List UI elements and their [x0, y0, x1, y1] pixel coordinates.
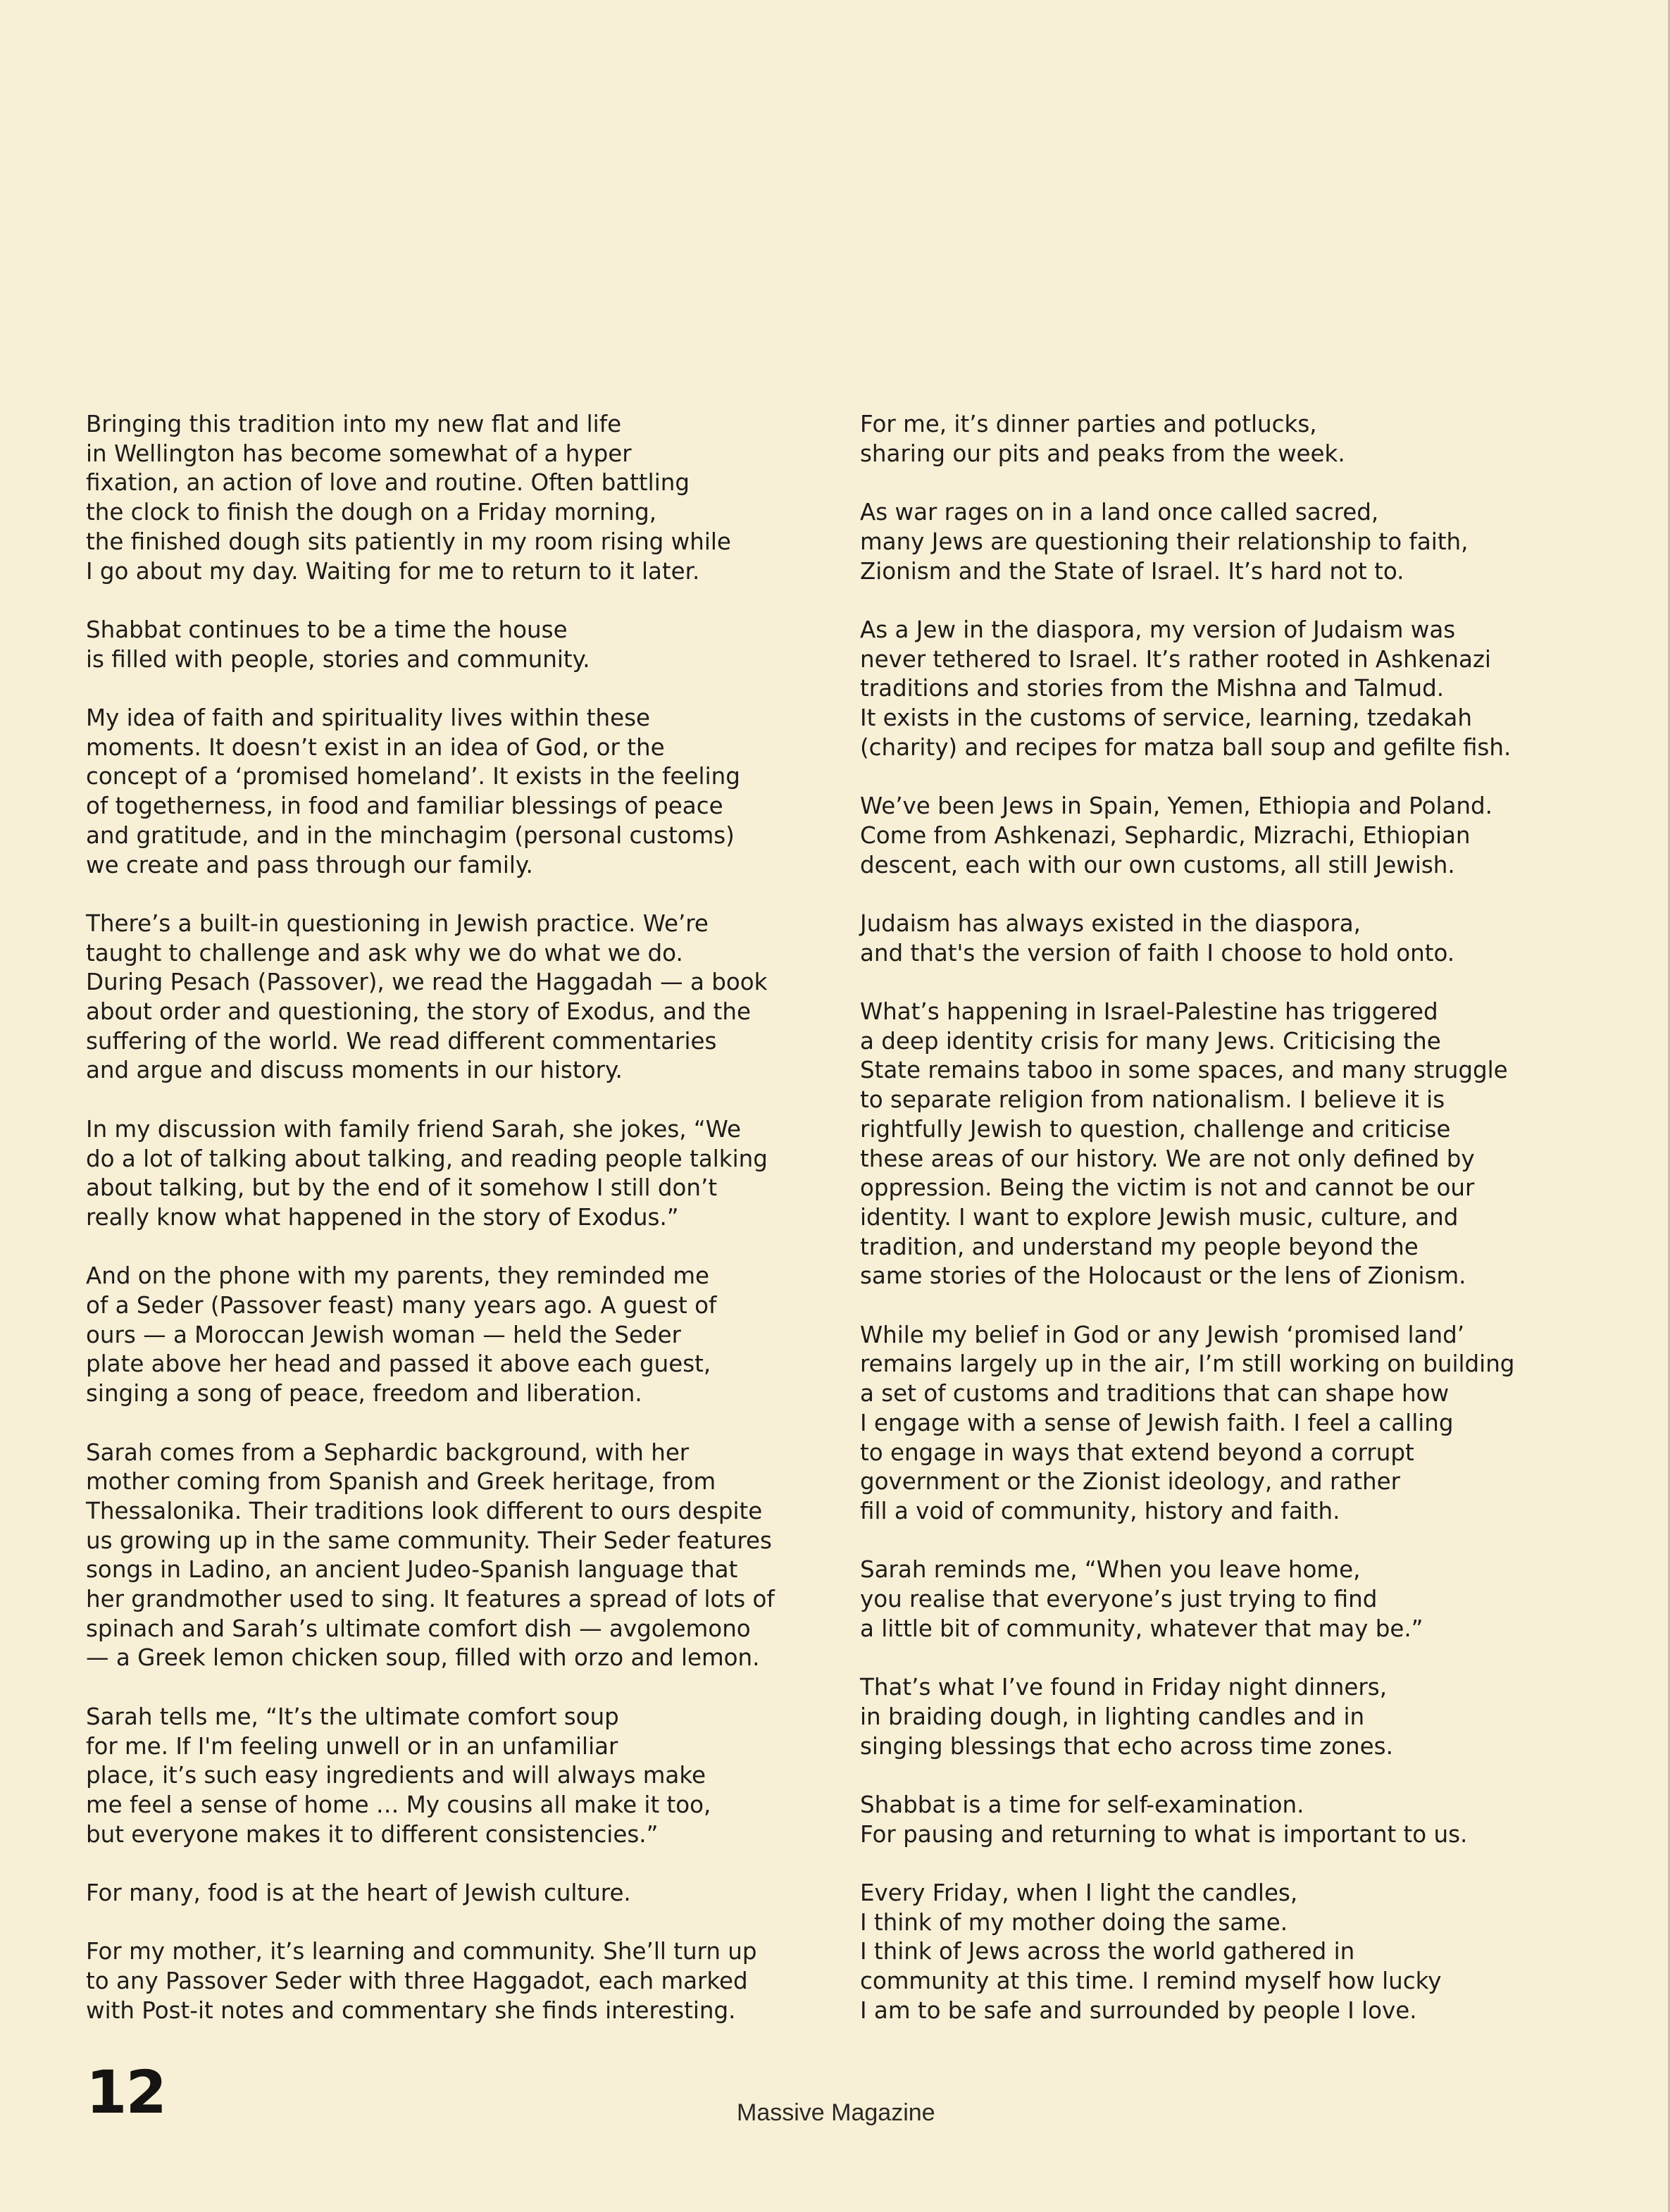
text-line: ours — a Moroccan Jewish woman — held the Seder — [86, 1321, 681, 1348]
text-line: — a Greek lemon chicken soup, filled with orzo and lemon. — [86, 1644, 760, 1672]
text-line: concept of a ‘promised homeland’. It exists in the feeling — [86, 763, 740, 790]
text-line: many Jews are questioning their relationship to faith, — [860, 528, 1469, 555]
paragraph — [86, 1703, 833, 1850]
text-line: During Pesach (Passover), we read the Haggadah — a book — [86, 969, 768, 996]
article-column-left — [86, 410, 833, 2055]
text-line: Zionism and the State of Israel. It’s hard not to. — [860, 557, 1404, 585]
text-line: sharing our pits and peaks from the week. — [860, 440, 1345, 467]
text-line: place, it’s such easy ingredients and will always make — [86, 1762, 706, 1789]
text-line: remains largely up in the air, I’m still working on building — [860, 1350, 1515, 1378]
text-line: the clock to finish the dough on a Friday morning, — [86, 499, 657, 526]
text-line: suffering of the world. We read different commentaries — [86, 1027, 717, 1055]
text-line: a little bit of community, whatever that may be.” — [860, 1615, 1423, 1642]
text-line: of a Seder (Passover feast) many years ago. A guest of — [86, 1292, 717, 1319]
text-line: to separate religion from nationalism. I believe it is — [860, 1086, 1445, 1114]
text-line: plate above her head and passed it above each guest, — [86, 1350, 711, 1378]
paragraph — [860, 616, 1635, 763]
text-line: I think of Jews across the world gathered in — [860, 1938, 1355, 1965]
paragraph — [860, 998, 1635, 1291]
text-line: in Wellington has become somewhat of a hyper — [86, 440, 632, 467]
text-line: For me, it’s dinner parties and potlucks, — [860, 411, 1317, 437]
text-line: We’ve been Jews in Spain, Yemen, Ethiopia and Poland. — [860, 793, 1493, 820]
magazine-name: Massive Magazine — [737, 2099, 935, 2126]
text-line: of togetherness, in food and familiar blessings of peace — [86, 793, 723, 820]
text-line: I engage with a sense of Jewish faith. I feel a calling — [860, 1409, 1454, 1436]
text-line: you realise that everyone’s just trying to find — [860, 1586, 1378, 1613]
text-line: Bringing this tradition into my new flat and life — [86, 411, 622, 437]
text-line: For many, food is at the heart of Jewish culture. — [86, 1879, 631, 1907]
paragraph — [860, 410, 1635, 468]
text-line: As war rages on in a land once called sacred, — [860, 499, 1379, 526]
text-line: community at this time. I remind myself how lucky — [860, 1968, 1442, 1995]
text-line: While my belief in God or any Jewish ‘promised land’ — [860, 1321, 1465, 1348]
text-line: to engage in ways that extend beyond a corrupt — [860, 1439, 1414, 1466]
text-line: For pausing and returning to what is important to us. — [860, 1820, 1468, 1848]
paragraph — [860, 1673, 1635, 1761]
paragraph — [86, 1262, 833, 1409]
text-line: but everyone makes it to different consistencies.” — [86, 1820, 659, 1848]
text-line: As a Jew in the diaspora, my version of Judaism was — [860, 616, 1456, 643]
article-column-right — [860, 410, 1635, 2055]
paragraph — [860, 1791, 1635, 1849]
text-line: these areas of our history. We are not only defined by — [860, 1145, 1475, 1172]
text-line: oppression. Being the victim is not and cannot be our — [860, 1174, 1475, 1202]
text-line: There’s a built-in questioning in Jewish practice. We’re — [86, 909, 709, 937]
text-line: Come from Ashkenazi, Sephardic, Mizrachi, Ethiopian — [860, 821, 1471, 849]
text-line: It exists in the customs of service, learning, tzedakah — [860, 704, 1472, 731]
text-line: me feel a sense of home … My cousins all make it too, — [86, 1791, 711, 1818]
text-line: songs in Ladino, an ancient Judeo-Spanish language that — [86, 1556, 738, 1584]
text-line: us growing up in the same community. Their Seder features — [86, 1527, 772, 1554]
text-line: Judaism has always existed in the diaspora, — [860, 909, 1361, 937]
text-line: taught to challenge and ask why we do what we do. — [86, 939, 683, 967]
text-line: her grandmother used to sing. It features a spread of lots of — [86, 1586, 775, 1613]
text-line: in braiding dough, in lighting candles and in — [860, 1703, 1365, 1730]
paragraph — [86, 1439, 833, 1674]
text-line: Thessalonika. Their traditions look different to ours despite — [86, 1497, 763, 1524]
text-line: That’s what I’ve found in Friday night dinners, — [860, 1674, 1388, 1701]
text-line: and argue and discuss moments in our history. — [86, 1057, 623, 1084]
text-line: singing blessings that echo across time zones. — [860, 1732, 1393, 1760]
text-line: I think of my mother doing the same. — [860, 1908, 1288, 1936]
text-line: is filled with people, stories and community. — [86, 645, 590, 673]
text-line: about order and questioning, the story of Exodus, and the — [86, 998, 751, 1026]
text-line: I go about my day. Waiting for me to return to it later. — [86, 557, 700, 585]
text-line: descent, each with our own customs, all still Jewish. — [860, 851, 1455, 878]
text-line: For my mother, it’s learning and community. She’ll turn up — [86, 1938, 757, 1965]
text-line: a set of customs and traditions that can shape how — [860, 1380, 1450, 1408]
paragraph — [86, 1115, 833, 1233]
text-line: do a lot of talking about talking, and reading people talking — [86, 1145, 768, 1172]
text-line: In my discussion with family friend Sarah, she jokes, “We — [86, 1115, 741, 1143]
text-line: the finished dough sits patiently in my room rising while — [86, 528, 731, 555]
text-line: Sarah reminds me, “When you leave home, — [860, 1556, 1361, 1584]
text-line: same stories of the Holocaust or the lens of Zionism. — [860, 1262, 1466, 1290]
paragraph — [860, 909, 1635, 968]
text-line: mother coming from Spanish and Greek heritage, from — [86, 1468, 716, 1496]
page-number: 12 — [86, 2058, 166, 2127]
paragraph — [86, 1879, 833, 1908]
text-line: and that's the version of faith I choose to hold onto. — [860, 939, 1455, 967]
paragraph — [86, 410, 833, 586]
text-line: Sarah tells me, “It’s the ultimate comfort soup — [86, 1703, 619, 1730]
paragraph — [860, 1555, 1635, 1644]
paragraph — [860, 1879, 1635, 2026]
text-line: to any Passover Seder with three Haggadot, each marked — [86, 1968, 748, 1995]
text-line: Shabbat continues to be a time the house — [86, 616, 568, 643]
text-line: Every Friday, when I light the candles, — [860, 1879, 1298, 1906]
text-line: for me. If I'm feeling unwell or in an unfamiliar — [86, 1732, 618, 1760]
paragraph — [86, 909, 833, 1086]
text-line: fixation, an action of love and routine. Often battling — [86, 469, 690, 497]
text-line: identity. I want to explore Jewish music, culture, and — [860, 1203, 1459, 1231]
text-line: My idea of faith and spirituality lives within these — [86, 704, 651, 731]
text-line: spinach and Sarah’s ultimate comfort dish — avgolemono — [86, 1615, 751, 1642]
text-line: (charity) and recipes for matza ball soup and gefilte fish. — [860, 733, 1512, 761]
text-line: never tethered to Israel. It’s rather rooted in Ashkenazi — [860, 645, 1491, 673]
text-line: a deep identity crisis for many Jews. Criticising the — [860, 1027, 1441, 1055]
text-line: with Post-it notes and commentary she finds interesting. — [86, 1996, 736, 2024]
text-line: I am to be safe and surrounded by people I love. — [860, 1996, 1417, 2024]
text-line: tradition, and understand my people beyond the — [860, 1233, 1419, 1260]
text-line: State remains taboo in some spaces, and many struggle — [860, 1057, 1508, 1084]
text-line: really know what happened in the story of Exodus.” — [86, 1203, 679, 1231]
text-line: singing a song of peace, freedom and liberation. — [86, 1380, 642, 1408]
text-line: rightfully Jewish to question, challenge and criticise — [860, 1115, 1451, 1143]
text-line: Sarah comes from a Sephardic background, with her — [86, 1439, 690, 1466]
text-line: moments. It doesn’t exist in an idea of God, or the — [86, 733, 665, 761]
text-line: government or the Zionist ideology, and rather — [860, 1468, 1400, 1496]
text-line: fill a void of community, history and faith. — [860, 1497, 1340, 1524]
text-line: we create and pass through our family. — [86, 851, 533, 878]
paragraph — [860, 792, 1635, 880]
text-line: What’s happening in Israel-Palestine has triggered — [860, 998, 1438, 1025]
paragraph — [86, 616, 833, 674]
text-line: Shabbat is a time for self-examination. — [860, 1791, 1304, 1818]
text-line: and gratitude, and in the minchagim (personal customs) — [86, 821, 735, 849]
paragraph — [860, 498, 1635, 586]
text-line: traditions and stories from the Mishna and Talmud. — [860, 675, 1445, 702]
paragraph — [86, 1937, 833, 2025]
text-line: about talking, but by the end of it somehow I still don’t — [86, 1174, 718, 1202]
paragraph — [86, 704, 833, 880]
paragraph — [860, 1321, 1635, 1527]
text-line: And on the phone with my parents, they reminded me — [86, 1262, 710, 1290]
